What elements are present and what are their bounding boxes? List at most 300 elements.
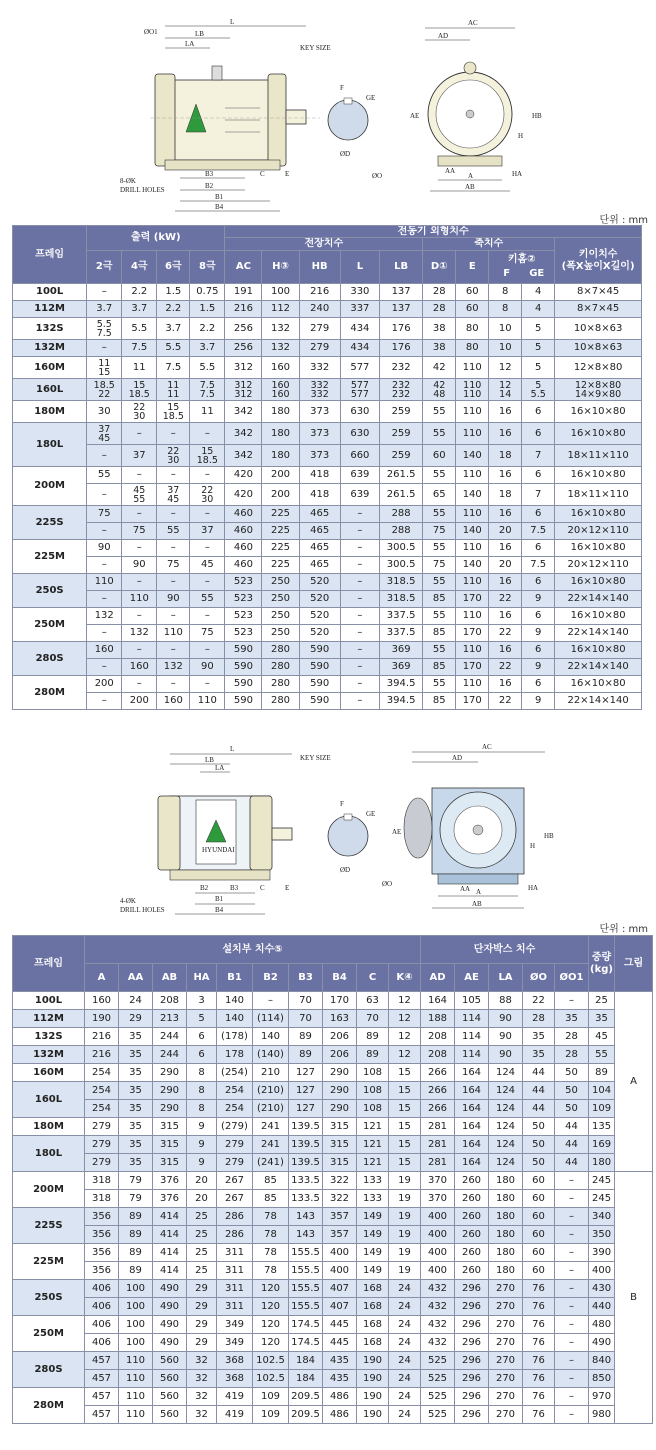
table-cell: 6 — [522, 642, 555, 659]
table-cell: 11 — [190, 401, 225, 423]
table-cell: 460 — [225, 557, 262, 574]
table-cell: – — [190, 423, 225, 445]
table-cell: 200 — [262, 467, 299, 484]
table-cell: 445 — [323, 1316, 357, 1334]
table-cell: 28 — [555, 1028, 589, 1046]
table-cell: 184 — [289, 1370, 323, 1388]
table-cell: 490 — [153, 1334, 187, 1352]
table-cell: 525 — [421, 1370, 455, 1388]
table-cell: 254 — [85, 1082, 119, 1100]
table-cell: 143 — [289, 1226, 323, 1244]
table-cell: 400 — [421, 1208, 455, 1226]
table-row — [13, 591, 642, 608]
table-cell: 184 — [289, 1352, 323, 1370]
table-cell: 630 — [340, 401, 379, 423]
table-cell: 109 — [253, 1388, 289, 1406]
table-cell: 88 — [489, 992, 523, 1010]
table-cell: 60 — [523, 1172, 555, 1190]
frame-cell: 100L — [13, 992, 85, 1010]
table-cell: 20×12×110 — [555, 523, 642, 540]
table-cell: – — [190, 506, 225, 523]
table-cell: 137 — [379, 301, 422, 318]
table-cell: 127 — [289, 1100, 323, 1118]
table-cell: 170 — [456, 659, 489, 676]
table-cell: – — [555, 1280, 589, 1298]
table-cell: 260 — [455, 1244, 489, 1262]
header-pole-2: 2극 — [87, 251, 122, 284]
table-cell: 121 — [357, 1154, 389, 1172]
top-shaft-view — [328, 84, 375, 158]
svg-text:F: F — [340, 800, 344, 808]
table-cell: 121 — [357, 1136, 389, 1154]
table-cell: 490 — [153, 1298, 187, 1316]
table-cell: 19 — [389, 1244, 421, 1262]
svg-text:AD: AD — [438, 32, 449, 40]
svg-text:B4: B4 — [215, 203, 224, 211]
column-header: AB — [153, 964, 187, 992]
unit-label-2: 단위 : mm — [599, 924, 648, 935]
table-cell: 24 — [119, 992, 153, 1010]
frame-cell: 225S — [13, 506, 87, 540]
table-cell: – — [87, 693, 122, 710]
table-cell: – — [340, 693, 379, 710]
table-cell: 143 — [289, 1208, 323, 1226]
table-cell: 8 — [489, 284, 522, 301]
svg-text:HA: HA — [528, 884, 539, 892]
table-cell: 259 — [379, 423, 422, 445]
mounting-dimensions-body — [13, 992, 653, 1424]
table-cell: 89 — [119, 1244, 153, 1262]
table-cell: – — [190, 642, 225, 659]
column-header: LA — [489, 964, 523, 992]
table-cell: 332 332 — [299, 379, 340, 401]
table-cell: 368 — [217, 1352, 253, 1370]
table-cell: 174.5 — [289, 1334, 323, 1352]
svg-text:B1: B1 — [215, 193, 224, 201]
svg-text:B1: B1 — [215, 895, 224, 903]
header-outline: 전동기 외형치수 — [225, 226, 642, 238]
table-cell: 261.5 — [379, 467, 422, 484]
table-cell: 108 — [357, 1064, 389, 1082]
table-cell: 4 — [522, 301, 555, 318]
table-cell: 225 — [262, 540, 299, 557]
table-cell: 376 — [153, 1190, 187, 1208]
table-cell: 261.5 — [379, 484, 422, 506]
table-cell: 60 — [523, 1190, 555, 1208]
table-cell: 133.5 — [289, 1172, 323, 1190]
table-cell: 16 — [489, 401, 522, 423]
table-cell: 35 — [119, 1136, 153, 1154]
header-keysize-line1: 키이치수 — [578, 248, 618, 260]
table-cell: 168 — [357, 1334, 389, 1352]
table-cell: 419 — [217, 1406, 253, 1424]
table-cell: 16×10×80 — [555, 608, 642, 625]
frame-cell: 132S — [13, 318, 87, 340]
table-cell: 55 — [423, 467, 456, 484]
svg-text:E: E — [285, 884, 290, 892]
table-row — [13, 1154, 653, 1172]
header-d: D① — [423, 251, 456, 284]
table-cell: 18 — [489, 445, 522, 467]
table-cell: 55 — [423, 608, 456, 625]
table-cell: 1.5 — [157, 284, 190, 301]
frame-cell: 160L — [13, 379, 87, 401]
table-cell: 432 — [421, 1334, 455, 1352]
table-cell: 133.5 — [289, 1190, 323, 1208]
table-cell: 44 — [523, 1082, 555, 1100]
table-cell: 132 — [87, 608, 122, 625]
table-cell: 9 — [522, 625, 555, 642]
table-cell: 8 — [489, 301, 522, 318]
table-cell: 22 — [489, 591, 522, 608]
table-row — [13, 1244, 653, 1262]
table-cell: 25 — [187, 1262, 217, 1280]
table-cell: 418 — [299, 467, 340, 484]
bottom-front-view — [382, 743, 554, 908]
table-cell: 24 — [389, 1352, 421, 1370]
table-cell: 20×12×110 — [555, 557, 642, 574]
svg-text:ØO: ØO — [382, 880, 393, 888]
table-cell: – — [340, 506, 379, 523]
frame-cell: 180M — [13, 1118, 85, 1136]
svg-text:C: C — [260, 884, 265, 892]
table-cell: 35 — [119, 1064, 153, 1082]
table-cell: 296 — [455, 1298, 489, 1316]
table-cell: 208 — [421, 1046, 455, 1064]
table-cell: 260 — [455, 1208, 489, 1226]
table-cell: 241 — [253, 1136, 289, 1154]
table-cell: 525 — [421, 1406, 455, 1424]
table-cell: 241 — [253, 1118, 289, 1136]
table-cell: – — [340, 659, 379, 676]
table-cell: 85 — [423, 625, 456, 642]
table-cell: 356 — [85, 1262, 119, 1280]
table-cell: 55 — [87, 467, 122, 484]
table-row — [13, 1298, 653, 1316]
table-cell: 160 — [157, 693, 190, 710]
table-cell: 270 — [489, 1280, 523, 1298]
table-cell: 457 — [85, 1388, 119, 1406]
table-cell: 60 — [456, 301, 489, 318]
brand-label: HYUNDAI — [202, 846, 235, 854]
table-cell: 164 — [455, 1118, 489, 1136]
table-cell: 400 — [323, 1262, 357, 1280]
table-cell: 24 — [389, 1370, 421, 1388]
table-cell: 3.7 — [87, 301, 122, 318]
table-cell: 55 — [423, 506, 456, 523]
table-cell: 414 — [153, 1208, 187, 1226]
table-cell: 140 — [253, 1028, 289, 1046]
table-cell: 290 — [153, 1100, 187, 1118]
table-cell: 209.5 — [289, 1388, 323, 1406]
table-row — [13, 1280, 653, 1298]
table-cell: 120 — [253, 1334, 289, 1352]
table-cell: 520 — [299, 574, 340, 591]
table-cell: – — [157, 506, 190, 523]
table-cell: 180 — [489, 1226, 523, 1244]
table-cell: – — [122, 608, 157, 625]
table-cell: 12 — [389, 1010, 421, 1028]
table-cell: 15 — [389, 1136, 421, 1154]
table-cell: 590 — [225, 693, 262, 710]
table-cell: 124 — [489, 1100, 523, 1118]
table-cell: 110 — [87, 574, 122, 591]
table-row — [13, 1064, 653, 1082]
table-cell: 5.5 — [122, 318, 157, 340]
table-cell: 256 — [225, 318, 262, 340]
svg-text:ØD: ØD — [340, 150, 351, 158]
header-frame-2: 프레임 — [13, 936, 85, 992]
table-cell: 16 — [489, 574, 522, 591]
table-cell: 110 — [456, 467, 489, 484]
header-e: E — [456, 251, 489, 284]
table-cell: 120 — [253, 1280, 289, 1298]
table-cell: 281 — [421, 1154, 455, 1172]
table-cell: 523 — [225, 608, 262, 625]
table-cell: 55 — [423, 423, 456, 445]
table-cell: 16 — [489, 540, 522, 557]
table-cell: 16 — [489, 642, 522, 659]
table-cell: 16 — [489, 506, 522, 523]
table-cell: 520 — [299, 608, 340, 625]
table-cell: 35 — [119, 1082, 153, 1100]
table-cell: 368 — [217, 1370, 253, 1388]
table-cell: – — [157, 676, 190, 693]
table-cell: 42 48 — [423, 379, 456, 401]
table-cell: 35 — [119, 1154, 153, 1172]
table-cell: 445 — [323, 1334, 357, 1352]
table-cell: 15 18.5 — [190, 445, 225, 467]
table-cell: 108 — [357, 1082, 389, 1100]
table-cell: 110 — [456, 423, 489, 445]
frame-cell: 112M — [13, 301, 87, 318]
table-cell: – — [122, 676, 157, 693]
column-header: B3 — [289, 964, 323, 992]
table-cell: 160 — [122, 659, 157, 676]
table-cell: 337.5 — [379, 608, 422, 625]
table-cell: 164 — [455, 1136, 489, 1154]
table-cell: 55 — [589, 1046, 615, 1064]
outline-dimensions-table — [12, 225, 642, 710]
table-cell: 90 — [87, 540, 122, 557]
svg-text:GE: GE — [366, 810, 376, 818]
table-cell: 311 — [217, 1298, 253, 1316]
table-cell: 434 — [340, 318, 379, 340]
table-cell: 30 — [87, 401, 122, 423]
table-cell: 50 — [523, 1154, 555, 1172]
table-cell: 85 — [253, 1190, 289, 1208]
table-cell: 149 — [357, 1244, 389, 1262]
table-cell: 160 — [85, 992, 119, 1010]
table-row — [13, 379, 642, 401]
table-cell: 414 — [153, 1226, 187, 1244]
table-cell: 315 — [153, 1154, 187, 1172]
table-cell: – — [555, 1208, 589, 1226]
table-cell: 6 — [522, 506, 555, 523]
table-cell: 190 — [357, 1388, 389, 1406]
table-cell: 312 312 — [225, 379, 262, 401]
table-cell: 5 — [187, 1010, 217, 1028]
table-cell: 209.5 — [289, 1406, 323, 1424]
table-cell: 28 — [555, 1046, 589, 1064]
svg-text:AE: AE — [410, 112, 420, 120]
table-cell: 24 — [389, 1334, 421, 1352]
table-cell: 523 — [225, 591, 262, 608]
table-cell: 210 — [253, 1064, 289, 1082]
table-cell: 22×14×140 — [555, 659, 642, 676]
table-cell: 108 — [357, 1100, 389, 1118]
table-cell: 2.2 — [190, 318, 225, 340]
svg-text:L: L — [230, 745, 235, 753]
table-cell: 132 — [262, 340, 299, 357]
table-cell: (241) — [253, 1154, 289, 1172]
table-cell: 394.5 — [379, 676, 422, 693]
table-cell: 76 — [523, 1334, 555, 1352]
table-cell: 520 — [299, 625, 340, 642]
table-cell: 70 — [289, 1010, 323, 1028]
table-row — [13, 1190, 653, 1208]
table-cell: 337 — [340, 301, 379, 318]
outline-dimensions-body — [13, 284, 642, 710]
table-cell: 55 — [423, 540, 456, 557]
table-cell: – — [122, 642, 157, 659]
table-cell: 176 — [379, 340, 422, 357]
table-cell: (279) — [217, 1118, 253, 1136]
table-cell: 22 30 — [190, 484, 225, 506]
table-cell: – — [157, 540, 190, 557]
table-cell: 24 — [389, 1298, 421, 1316]
table-cell: 6 — [522, 467, 555, 484]
table-cell: 260 — [455, 1190, 489, 1208]
table-cell: 35 — [523, 1028, 555, 1046]
header-pole-6: 6극 — [157, 251, 190, 284]
table-cell: 970 — [589, 1388, 615, 1406]
table-cell: 90 — [190, 659, 225, 676]
table-cell: 330 — [340, 284, 379, 301]
header-shaft: 축치수 — [423, 238, 555, 251]
table-cell: 318 — [85, 1172, 119, 1190]
table-cell: 11 11 — [157, 379, 190, 401]
table-cell: 460 — [225, 540, 262, 557]
top-motor-drawing — [120, 8, 560, 213]
table-cell: 206 — [323, 1046, 357, 1064]
table-cell: 286 — [217, 1226, 253, 1244]
table-cell: 20 — [187, 1190, 217, 1208]
table-cell: – — [555, 1244, 589, 1262]
table-cell: 390 — [589, 1244, 615, 1262]
table-cell: 180 — [262, 445, 299, 467]
table-cell: 296 — [455, 1334, 489, 1352]
table-cell: (140) — [253, 1046, 289, 1064]
table-cell: 420 — [225, 484, 262, 506]
figure-a-cell: A — [615, 992, 653, 1172]
mounting-dimensions-table — [12, 935, 653, 1424]
table-cell: 44 — [523, 1064, 555, 1082]
table-cell: 9 — [522, 693, 555, 710]
table-cell: 465 — [299, 557, 340, 574]
table-row — [13, 1010, 653, 1028]
table-cell: 15 18.5 — [122, 379, 157, 401]
table-cell: 350 — [589, 1226, 615, 1244]
table-cell: 32 — [187, 1352, 217, 1370]
svg-text:HB: HB — [544, 832, 554, 840]
svg-text:AC: AC — [482, 743, 492, 751]
table-cell: – — [555, 1388, 589, 1406]
table-cell: 110 — [456, 676, 489, 693]
table-cell: 149 — [357, 1208, 389, 1226]
table-cell: 18.5 22 — [87, 379, 122, 401]
table-cell: 16 — [489, 608, 522, 625]
table-cell: 170 — [456, 625, 489, 642]
table-cell: 394.5 — [379, 693, 422, 710]
table-cell: 110 110 — [456, 379, 489, 401]
table-cell: 160 — [262, 357, 299, 379]
table-cell: 180 — [489, 1244, 523, 1262]
table-cell: 18×11×110 — [555, 484, 642, 506]
table-cell: 75 — [122, 523, 157, 540]
table-cell: 85 — [253, 1172, 289, 1190]
table-cell: 78 — [253, 1244, 289, 1262]
table-cell: – — [340, 574, 379, 591]
table-cell: 490 — [153, 1316, 187, 1334]
table-cell: 435 — [323, 1370, 357, 1388]
table-cell: 28 — [423, 301, 456, 318]
table-cell: 200 — [262, 484, 299, 506]
table-cell: – — [340, 557, 379, 574]
table-cell: 25 — [187, 1208, 217, 1226]
table-cell: 16×10×80 — [555, 676, 642, 693]
table-cell: 89 — [289, 1028, 323, 1046]
table-cell: 190 — [357, 1352, 389, 1370]
table-cell: – — [122, 540, 157, 557]
table-cell: 55 — [423, 642, 456, 659]
table-cell: 76 — [523, 1280, 555, 1298]
table-cell: 124 — [489, 1136, 523, 1154]
table-cell: 78 — [253, 1208, 289, 1226]
table-cell: 400 — [421, 1262, 455, 1280]
table-cell: 279 — [85, 1118, 119, 1136]
table-cell: 135 — [589, 1118, 615, 1136]
table-cell: 121 — [357, 1118, 389, 1136]
table-cell: 50 — [523, 1118, 555, 1136]
svg-text:HA: HA — [512, 170, 523, 178]
table-cell: 80 — [456, 318, 489, 340]
table-cell: 176 — [379, 318, 422, 340]
table-row — [13, 1208, 653, 1226]
table-row — [13, 1352, 653, 1370]
table-cell: 25 — [187, 1226, 217, 1244]
table-cell: 127 — [289, 1082, 323, 1100]
table-cell: 22×14×140 — [555, 625, 642, 642]
table-cell: 279 — [217, 1136, 253, 1154]
table-cell: 435 — [323, 1352, 357, 1370]
table-cell: 78 — [253, 1226, 289, 1244]
table-cell: 266 — [421, 1100, 455, 1118]
frame-cell: 250M — [13, 1316, 85, 1352]
table-cell: – — [253, 992, 289, 1010]
svg-text:AA: AA — [460, 885, 471, 893]
table-cell: 318 — [85, 1190, 119, 1208]
table-cell: 290 — [153, 1064, 187, 1082]
table-cell: 50 — [555, 1082, 589, 1100]
table-cell: 6 — [522, 608, 555, 625]
svg-text:LB: LB — [195, 30, 204, 38]
table-cell: – — [340, 523, 379, 540]
table-cell: 590 — [299, 676, 340, 693]
table-cell: 254 — [85, 1064, 119, 1082]
header-keysize — [555, 238, 642, 284]
table-cell: 22 30 — [122, 401, 157, 423]
